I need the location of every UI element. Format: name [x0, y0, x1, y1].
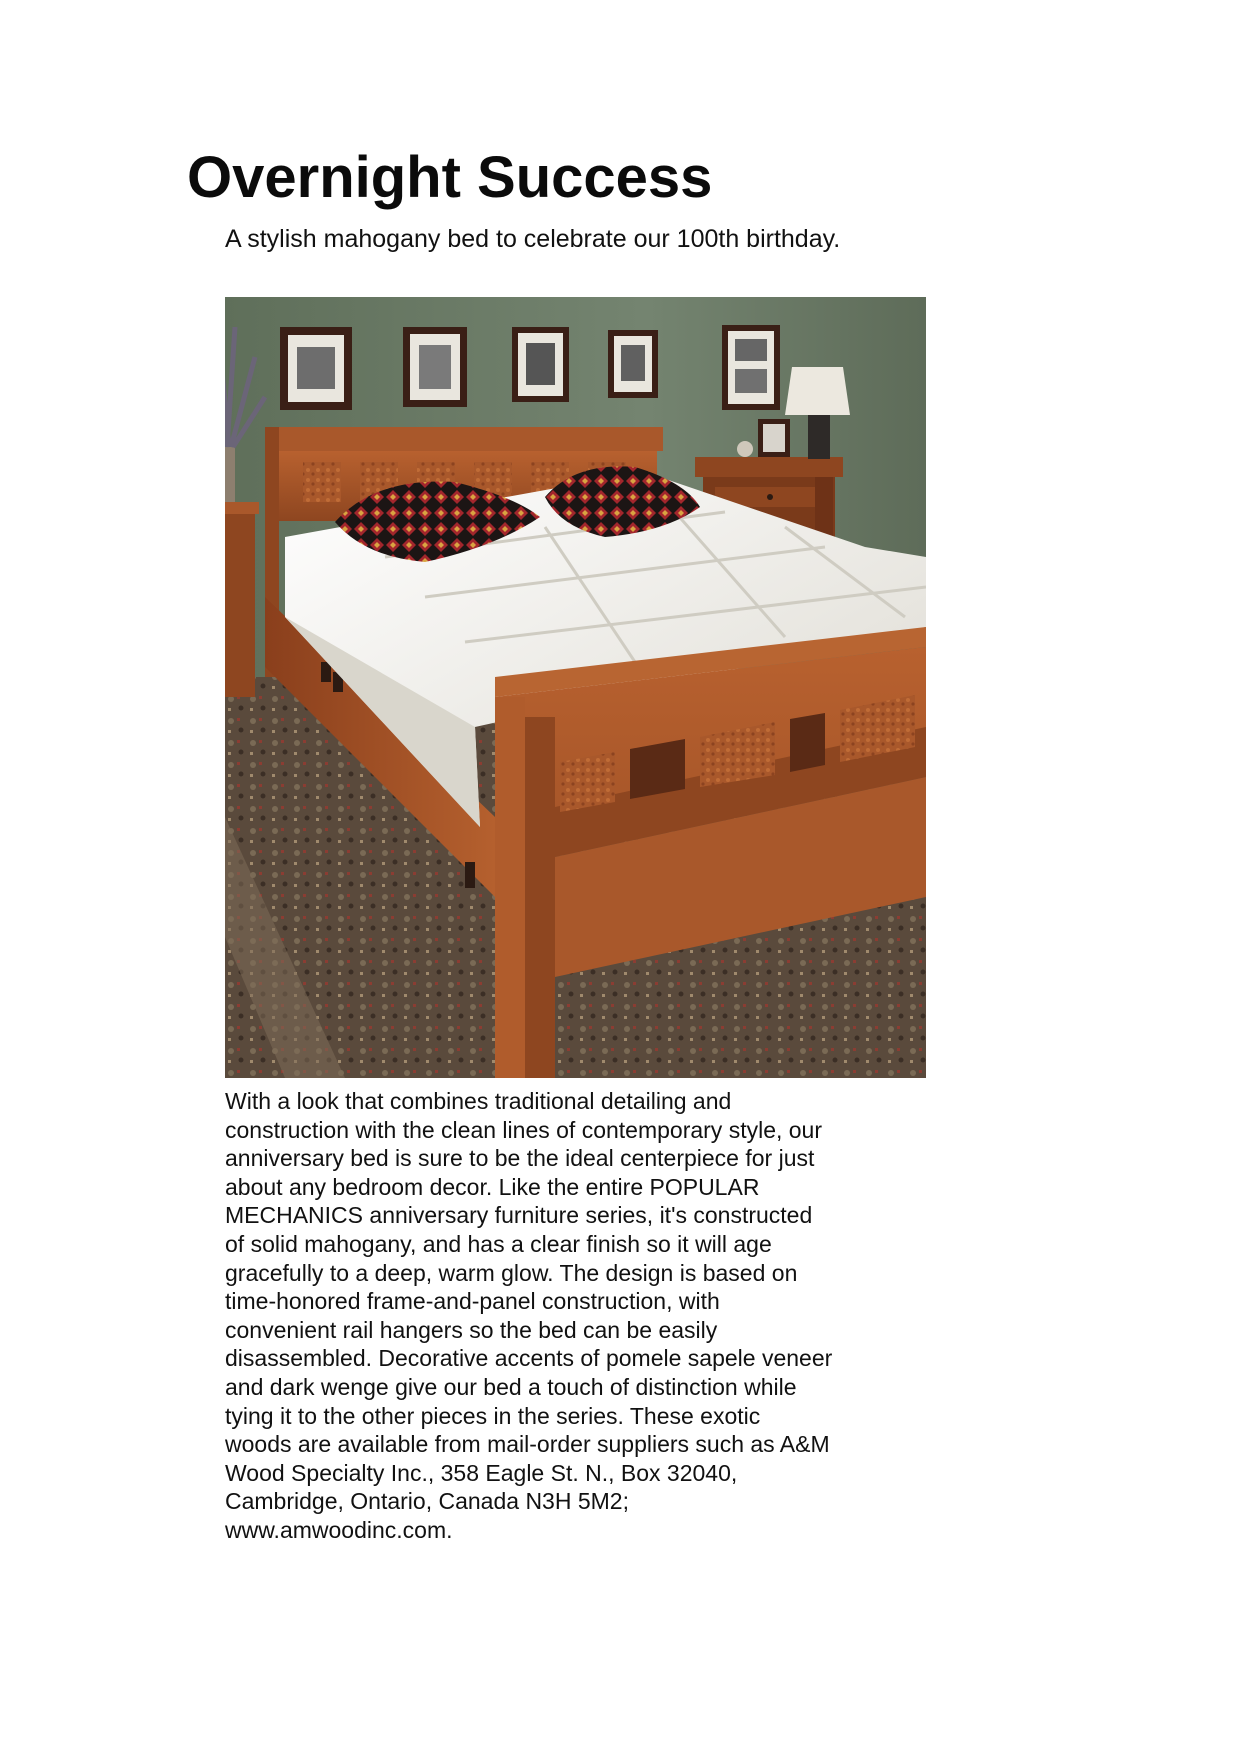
bed-illustration: [225, 297, 926, 1078]
article-subtitle: A stylish mahogany bed to celebrate our 100th birthday.: [225, 225, 841, 253]
alarm-clock: [737, 441, 753, 457]
article-body: With a look that combines traditional detailing and construction with the clean lines of contemporary style, our anniversary bed is sure to be the ideal centerpiece for just about any bedroom decor. Like the entire POPULAR MECHANICS anniversary furniture series, it's constructed of solid mahogany, and has a clear finish so it will age gracefully to a deep, warm glow. The design is based on time-honored frame-and-panel construction, with convenient rail hangers so the bed can be easily disassembled. Decorative accents of pomele sapele veneer and dark wenge give our bed a touch of distinction while tying it to the other pieces in the series. These exotic woods are available from mail-order suppliers such as A&M Wood Specialty Inc., 358 Eagle St. N., Box 32040, Cambridge, Ontario, Canada N3H 5M2; www.amwoodinc.com.: [225, 1088, 833, 1543]
article-title: Overnight Success: [187, 145, 713, 210]
mahogany-bed-photo: [225, 297, 926, 1078]
